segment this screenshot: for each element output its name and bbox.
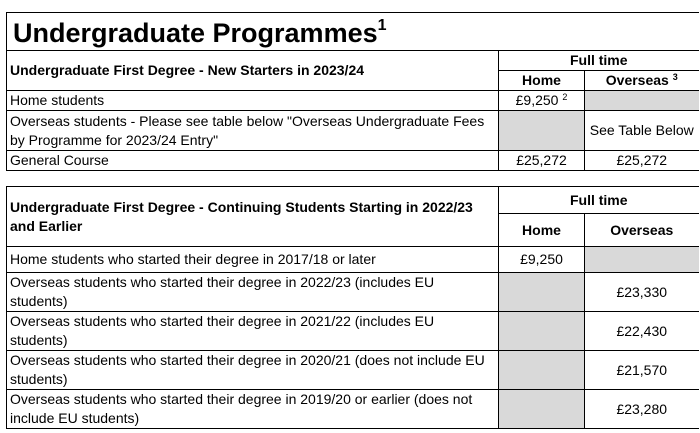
- row-label: Overseas students who started their degree in 2022/23 (includes EU students): [7, 273, 499, 312]
- page-title-text: Undergraduate Programmes: [13, 17, 378, 48]
- table-row: [7, 390, 699, 429]
- section2-col-overseas: Overseas: [585, 214, 699, 247]
- table-row: [7, 151, 699, 171]
- table-row: [7, 91, 699, 111]
- row-overseas-fee: [585, 247, 699, 273]
- row-overseas-fee: £23,330: [585, 273, 699, 312]
- row-home-fee: [499, 111, 585, 151]
- row-home-fee: [499, 91, 585, 111]
- row-overseas-fee: £25,272: [585, 151, 699, 171]
- table-row: [7, 273, 699, 312]
- section1-heading: Undergraduate First Degree - New Starters in 2023/24: [7, 51, 499, 91]
- table-row: [7, 111, 699, 151]
- section2-heading: Undergraduate First Degree - Continuing Students Starting in 2022/23 and Earlier: [7, 187, 499, 247]
- title-footnote: 1: [377, 16, 387, 34]
- row-overseas-fee: [585, 91, 699, 111]
- section1-col-overseas: [585, 71, 699, 91]
- row-home-fee: [499, 273, 585, 312]
- row-label: Overseas students - Please see table below "Overseas Undergraduate Fees by Programme for 2023/24 Entry": [7, 111, 499, 151]
- page-title: [7, 13, 699, 51]
- row-home-fee: [499, 390, 585, 429]
- row-label: General Course: [7, 151, 499, 171]
- home-fee-footnote: 2: [562, 92, 568, 102]
- row-label: Overseas students who started their degree in 2020/21 (does not include EU students): [7, 351, 499, 390]
- row-home-fee: £9,250: [499, 247, 585, 273]
- row-home-fee: [499, 312, 585, 351]
- row-overseas-fee: £23,280: [585, 390, 699, 429]
- continuing-students-fees-table: [6, 186, 699, 429]
- row-label: Home students: [7, 91, 499, 111]
- table-row: [7, 351, 699, 390]
- table-row: [7, 312, 699, 351]
- row-label: Overseas students who started their degree in 2021/22 (includes EU students): [7, 312, 499, 351]
- row-label: Overseas students who started their degree in 2019/20 or earlier (does not include EU students): [7, 390, 499, 429]
- section1-col-home: Home: [499, 71, 585, 91]
- table-row: [7, 247, 699, 273]
- section1-col-overseas-label: Overseas: [605, 72, 669, 88]
- new-starters-fees-table: [6, 12, 699, 171]
- row-home-fee: £25,272: [499, 151, 585, 171]
- home-fee-value: £9,250: [515, 92, 559, 108]
- section2-mode-header: Full time: [499, 187, 699, 214]
- row-overseas-fee: £22,430: [585, 312, 699, 351]
- section1-mode-header: Full time: [499, 51, 699, 71]
- row-home-fee: [499, 351, 585, 390]
- row-label: Home students who started their degree in 2017/18 or later: [7, 247, 499, 273]
- overseas-footnote: 3: [672, 72, 678, 82]
- row-overseas-fee: £21,570: [585, 351, 699, 390]
- section2-col-home: Home: [499, 214, 585, 247]
- row-overseas-fee: See Table Below: [585, 111, 699, 151]
